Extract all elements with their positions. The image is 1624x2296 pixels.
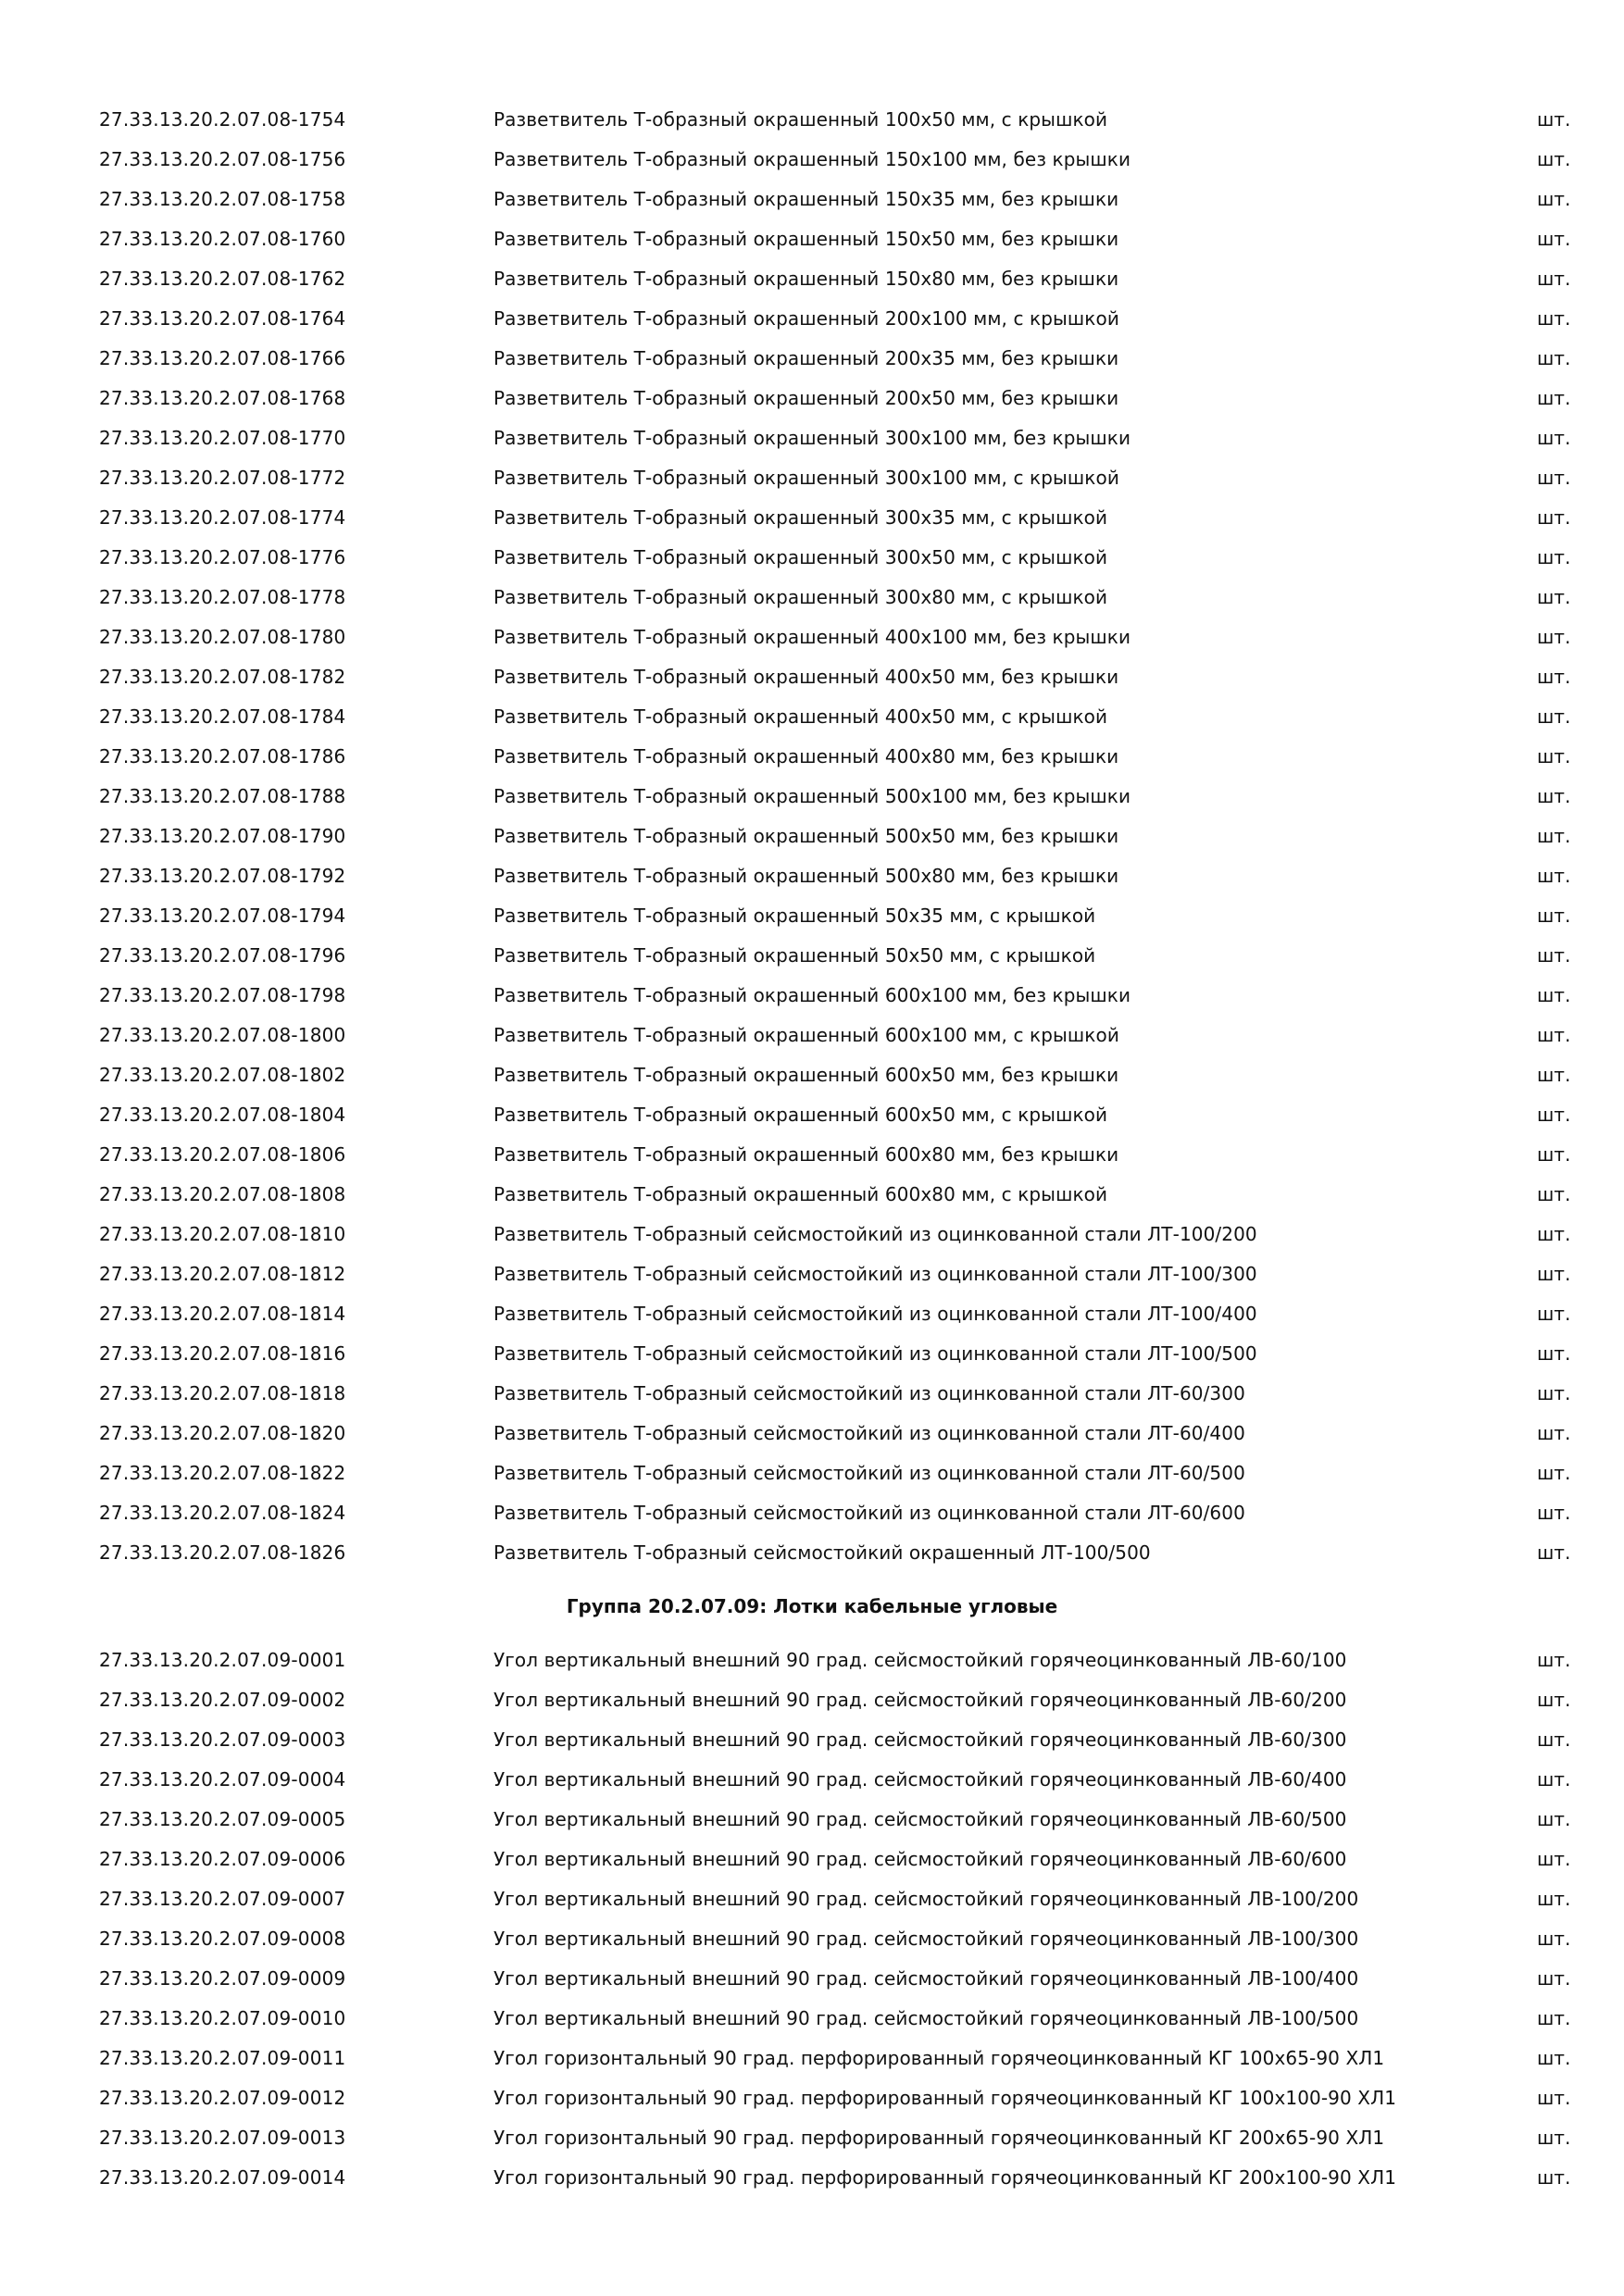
item-unit: шт. bbox=[1537, 666, 1571, 688]
table-row bbox=[0, 657, 1624, 697]
item-unit: шт. bbox=[1537, 1928, 1571, 1950]
table-row bbox=[0, 1215, 1624, 1254]
item-name: Разветвитель Т-образный окрашенный 300х100 мм, без крышки bbox=[493, 427, 1131, 449]
table-row bbox=[0, 856, 1624, 896]
item-code: 27.33.13.20.2.07.08-1778 bbox=[99, 586, 346, 608]
item-name: Разветвитель Т-образный окрашенный 100х50 мм, с крышкой bbox=[493, 108, 1108, 131]
table-row bbox=[0, 100, 1624, 140]
item-unit: шт. bbox=[1537, 2166, 1571, 2189]
item-unit: шт. bbox=[1537, 427, 1571, 449]
item-name: Разветвитель Т-образный сейсмостойкий окрашенный ЛТ-100/500 bbox=[493, 1541, 1151, 1564]
table-row bbox=[0, 1175, 1624, 1215]
item-unit: шт. bbox=[1537, 1541, 1571, 1564]
item-name: Разветвитель Т-образный окрашенный 400х100 мм, без крышки bbox=[493, 626, 1131, 648]
item-name: Угол вертикальный внешний 90 град. сейсмостойкий горячеоцинкованный ЛВ-60/500 bbox=[493, 1808, 1347, 1830]
item-name: Разветвитель Т-образный сейсмостойкий из оцинкованной стали ЛТ-100/200 bbox=[493, 1223, 1257, 1245]
item-code: 27.33.13.20.2.07.09-0008 bbox=[99, 1928, 346, 1950]
item-code: 27.33.13.20.2.07.09-0005 bbox=[99, 1808, 346, 1830]
item-unit: шт. bbox=[1537, 1183, 1571, 1205]
item-name: Разветвитель Т-образный окрашенный 50х35 мм, с крышкой bbox=[493, 905, 1096, 927]
item-unit: шт. bbox=[1537, 745, 1571, 767]
item-name: Разветвитель Т-образный окрашенный 300х80 мм, с крышкой bbox=[493, 586, 1108, 608]
table-row bbox=[0, 299, 1624, 339]
item-code: 27.33.13.20.2.07.09-0002 bbox=[99, 1689, 346, 1711]
item-unit: шт. bbox=[1537, 944, 1571, 967]
item-unit: шт. bbox=[1537, 148, 1571, 170]
item-unit: шт. bbox=[1537, 865, 1571, 887]
table-row bbox=[0, 1680, 1624, 1720]
item-unit: шт. bbox=[1537, 1462, 1571, 1484]
item-code: 27.33.13.20.2.07.08-1802 bbox=[99, 1064, 346, 1086]
item-unit: шт. bbox=[1537, 1024, 1571, 1046]
table-row bbox=[0, 2158, 1624, 2198]
item-code: 27.33.13.20.2.07.09-0012 bbox=[99, 2087, 346, 2109]
item-code: 27.33.13.20.2.07.08-1796 bbox=[99, 944, 346, 967]
item-unit: шт. bbox=[1537, 705, 1571, 728]
item-unit: шт. bbox=[1537, 1104, 1571, 1126]
table-row bbox=[0, 180, 1624, 219]
item-name: Разветвитель Т-образный окрашенный 600х50 мм, без крышки bbox=[493, 1064, 1119, 1086]
item-name: Угол вертикальный внешний 90 град. сейсмостойкий горячеоцинкованный ЛВ-100/300 bbox=[493, 1928, 1359, 1950]
item-code: 27.33.13.20.2.07.08-1758 bbox=[99, 188, 346, 210]
item-unit: шт. bbox=[1537, 1888, 1571, 1910]
item-name: Разветвитель Т-образный сейсмостойкий из оцинкованной стали ЛТ-100/300 bbox=[493, 1263, 1257, 1285]
table-row bbox=[0, 697, 1624, 737]
item-code: 27.33.13.20.2.07.08-1816 bbox=[99, 1342, 346, 1365]
item-name: Разветвитель Т-образный сейсмостойкий из оцинкованной стали ЛТ-60/400 bbox=[493, 1422, 1245, 1444]
item-code: 27.33.13.20.2.07.08-1760 bbox=[99, 228, 346, 250]
item-name: Разветвитель Т-образный окрашенный 400х50 мм, без крышки bbox=[493, 666, 1119, 688]
item-name: Угол вертикальный внешний 90 град. сейсмостойкий горячеоцинкованный ЛВ-100/400 bbox=[493, 1967, 1359, 1990]
item-code: 27.33.13.20.2.07.08-1764 bbox=[99, 307, 346, 330]
item-unit: шт. bbox=[1537, 984, 1571, 1006]
item-unit: шт. bbox=[1537, 108, 1571, 131]
item-code: 27.33.13.20.2.07.08-1770 bbox=[99, 427, 346, 449]
table-row bbox=[0, 1800, 1624, 1840]
table-row bbox=[0, 1016, 1624, 1055]
item-name: Разветвитель Т-образный окрашенный 500х100 мм, без крышки bbox=[493, 785, 1131, 807]
item-name: Угол горизонтальный 90 град. перфорированный горячеоцинкованный КГ 100х100-90 ХЛ1 bbox=[493, 2087, 1397, 2109]
item-unit: шт. bbox=[1537, 188, 1571, 210]
table-row bbox=[0, 1294, 1624, 1334]
item-name: Разветвитель Т-образный окрашенный 600х80 мм, с крышкой bbox=[493, 1183, 1108, 1205]
table-row bbox=[0, 1840, 1624, 1879]
item-name: Разветвитель Т-образный окрашенный 150х80 мм, без крышки bbox=[493, 268, 1119, 290]
item-code: 27.33.13.20.2.07.09-0011 bbox=[99, 2047, 346, 2069]
item-name: Разветвитель Т-образный окрашенный 200х100 мм, с крышкой bbox=[493, 307, 1119, 330]
item-code: 27.33.13.20.2.07.08-1772 bbox=[99, 467, 346, 489]
item-code: 27.33.13.20.2.07.08-1804 bbox=[99, 1104, 346, 1126]
table-row bbox=[0, 1454, 1624, 1493]
item-name: Разветвитель Т-образный окрашенный 200х50 мм, без крышки bbox=[493, 387, 1119, 409]
table-row bbox=[0, 458, 1624, 498]
table-row bbox=[0, 339, 1624, 379]
item-code: 27.33.13.20.2.07.08-1798 bbox=[99, 984, 346, 1006]
item-unit: шт. bbox=[1537, 1342, 1571, 1365]
table-row bbox=[0, 1055, 1624, 1095]
item-name: Угол вертикальный внешний 90 град. сейсмостойкий горячеоцинкованный ЛВ-100/500 bbox=[493, 2007, 1359, 2029]
item-code: 27.33.13.20.2.07.08-1800 bbox=[99, 1024, 346, 1046]
item-name: Разветвитель Т-образный сейсмостойкий из оцинкованной стали ЛТ-60/300 bbox=[493, 1382, 1245, 1404]
item-code: 27.33.13.20.2.07.08-1814 bbox=[99, 1303, 346, 1325]
item-unit: шт. bbox=[1537, 785, 1571, 807]
item-unit: шт. bbox=[1537, 228, 1571, 250]
table-row bbox=[0, 1720, 1624, 1760]
item-unit: шт. bbox=[1537, 626, 1571, 648]
table-row bbox=[0, 498, 1624, 538]
item-name: Разветвитель Т-образный окрашенный 600х100 мм, без крышки bbox=[493, 984, 1131, 1006]
item-unit: шт. bbox=[1537, 2087, 1571, 2109]
table-row bbox=[0, 1760, 1624, 1800]
item-unit: шт. bbox=[1537, 1382, 1571, 1404]
item-unit: шт. bbox=[1537, 1064, 1571, 1086]
item-code: 27.33.13.20.2.07.08-1824 bbox=[99, 1502, 346, 1524]
item-unit: шт. bbox=[1537, 307, 1571, 330]
item-unit: шт. bbox=[1537, 1728, 1571, 1751]
table-row bbox=[0, 1493, 1624, 1533]
item-unit: шт. bbox=[1537, 1263, 1571, 1285]
table-row bbox=[0, 737, 1624, 777]
table-row bbox=[0, 1135, 1624, 1175]
table-row bbox=[0, 1254, 1624, 1294]
table-row bbox=[0, 1095, 1624, 1135]
item-code: 27.33.13.20.2.07.08-1776 bbox=[99, 546, 346, 568]
table-row bbox=[0, 259, 1624, 299]
item-unit: шт. bbox=[1537, 1223, 1571, 1245]
table-row bbox=[0, 140, 1624, 180]
table-row bbox=[0, 1374, 1624, 1414]
item-code: 27.33.13.20.2.07.08-1766 bbox=[99, 347, 346, 369]
item-unit: шт. bbox=[1537, 467, 1571, 489]
item-name: Разветвитель Т-образный окрашенный 500х80 мм, без крышки bbox=[493, 865, 1119, 887]
item-unit: шт. bbox=[1537, 586, 1571, 608]
item-code: 27.33.13.20.2.07.09-0010 bbox=[99, 2007, 346, 2029]
item-unit: шт. bbox=[1537, 2007, 1571, 2029]
item-code: 27.33.13.20.2.07.08-1786 bbox=[99, 745, 346, 767]
item-name: Разветвитель Т-образный сейсмостойкий из оцинкованной стали ЛТ-100/400 bbox=[493, 1303, 1257, 1325]
item-unit: шт. bbox=[1537, 825, 1571, 847]
table-row bbox=[0, 2078, 1624, 2118]
item-unit: шт. bbox=[1537, 1689, 1571, 1711]
item-code: 27.33.13.20.2.07.08-1792 bbox=[99, 865, 346, 887]
table-row bbox=[0, 2118, 1624, 2158]
item-unit: шт. bbox=[1537, 1808, 1571, 1830]
table-row bbox=[0, 418, 1624, 458]
table-row bbox=[0, 1999, 1624, 2039]
item-name: Угол вертикальный внешний 90 град. сейсмостойкий горячеоцинкованный ЛВ-100/200 bbox=[493, 1888, 1359, 1910]
item-code: 27.33.13.20.2.07.09-0013 bbox=[99, 2127, 346, 2149]
item-code: 27.33.13.20.2.07.08-1774 bbox=[99, 506, 346, 529]
item-code: 27.33.13.20.2.07.08-1762 bbox=[99, 268, 346, 290]
item-code: 27.33.13.20.2.07.08-1818 bbox=[99, 1382, 346, 1404]
item-name: Разветвитель Т-образный окрашенный 50х50 мм, с крышкой bbox=[493, 944, 1096, 967]
item-unit: шт. bbox=[1537, 1649, 1571, 1671]
table-row bbox=[0, 1879, 1624, 1919]
item-unit: шт. bbox=[1537, 1143, 1571, 1166]
item-unit: шт. bbox=[1537, 1967, 1571, 1990]
item-code: 27.33.13.20.2.07.09-0014 bbox=[99, 2166, 346, 2189]
item-code: 27.33.13.20.2.07.08-1808 bbox=[99, 1183, 346, 1205]
table-row bbox=[0, 896, 1624, 936]
item-code: 27.33.13.20.2.07.08-1820 bbox=[99, 1422, 346, 1444]
item-unit: шт. bbox=[1537, 1422, 1571, 1444]
table-row bbox=[0, 817, 1624, 856]
item-code: 27.33.13.20.2.07.08-1794 bbox=[99, 905, 346, 927]
item-name: Разветвитель Т-образный окрашенный 600х80 мм, без крышки bbox=[493, 1143, 1119, 1166]
item-unit: шт. bbox=[1537, 1848, 1571, 1870]
table-row bbox=[0, 936, 1624, 976]
group-heading: Группа 20.2.07.09: Лотки кабельные угловые bbox=[566, 1595, 1058, 1617]
item-code: 27.33.13.20.2.07.09-0003 bbox=[99, 1728, 346, 1751]
item-code: 27.33.13.20.2.07.08-1812 bbox=[99, 1263, 346, 1285]
item-unit: шт. bbox=[1537, 506, 1571, 529]
item-code: 27.33.13.20.2.07.09-0004 bbox=[99, 1768, 346, 1791]
item-unit: шт. bbox=[1537, 1303, 1571, 1325]
table-row bbox=[0, 1919, 1624, 1959]
item-unit: шт. bbox=[1537, 1768, 1571, 1791]
item-name: Разветвитель Т-образный окрашенный 300х50 мм, с крышкой bbox=[493, 546, 1108, 568]
item-code: 27.33.13.20.2.07.08-1790 bbox=[99, 825, 346, 847]
item-name: Разветвитель Т-образный окрашенный 200х35 мм, без крышки bbox=[493, 347, 1119, 369]
item-code: 27.33.13.20.2.07.08-1806 bbox=[99, 1143, 346, 1166]
item-name: Угол вертикальный внешний 90 град. сейсмостойкий горячеоцинкованный ЛВ-60/200 bbox=[493, 1689, 1347, 1711]
item-name: Угол горизонтальный 90 град. перфорированный горячеоцинкованный КГ 200х65-90 ХЛ1 bbox=[493, 2127, 1385, 2149]
item-code: 27.33.13.20.2.07.08-1782 bbox=[99, 666, 346, 688]
item-code: 27.33.13.20.2.07.08-1780 bbox=[99, 626, 346, 648]
item-name: Разветвитель Т-образный окрашенный 300х35 мм, с крышкой bbox=[493, 506, 1108, 529]
item-name: Угол вертикальный внешний 90 град. сейсмостойкий горячеоцинкованный ЛВ-60/300 bbox=[493, 1728, 1347, 1751]
table-row bbox=[0, 1641, 1624, 1680]
table-row bbox=[0, 618, 1624, 657]
item-code: 27.33.13.20.2.07.08-1756 bbox=[99, 148, 346, 170]
table-row bbox=[0, 1414, 1624, 1454]
item-code: 27.33.13.20.2.07.09-0006 bbox=[99, 1848, 346, 1870]
item-name: Разветвитель Т-образный сейсмостойкий из оцинкованной стали ЛТ-60/600 bbox=[493, 1502, 1245, 1524]
item-code: 27.33.13.20.2.07.09-0007 bbox=[99, 1888, 346, 1910]
item-name: Угол вертикальный внешний 90 град. сейсмостойкий горячеоцинкованный ЛВ-60/600 bbox=[493, 1848, 1347, 1870]
item-code: 27.33.13.20.2.07.08-1768 bbox=[99, 387, 346, 409]
item-name: Угол вертикальный внешний 90 град. сейсмостойкий горячеоцинкованный ЛВ-60/100 bbox=[493, 1649, 1347, 1671]
item-name: Угол вертикальный внешний 90 град. сейсмостойкий горячеоцинкованный ЛВ-60/400 bbox=[493, 1768, 1347, 1791]
item-name: Разветвитель Т-образный сейсмостойкий из оцинкованной стали ЛТ-60/500 bbox=[493, 1462, 1245, 1484]
item-unit: шт. bbox=[1537, 2127, 1571, 2149]
item-name: Разветвитель Т-образный сейсмостойкий из оцинкованной стали ЛТ-100/500 bbox=[493, 1342, 1257, 1365]
item-unit: шт. bbox=[1537, 347, 1571, 369]
item-name: Разветвитель Т-образный окрашенный 150х100 мм, без крышки bbox=[493, 148, 1131, 170]
item-code: 27.33.13.20.2.07.09-0001 bbox=[99, 1649, 346, 1671]
table-row bbox=[0, 976, 1624, 1016]
item-name: Разветвитель Т-образный окрашенный 600х50 мм, с крышкой bbox=[493, 1104, 1108, 1126]
table-row bbox=[0, 379, 1624, 418]
item-name: Разветвитель Т-образный окрашенный 300х100 мм, с крышкой bbox=[493, 467, 1119, 489]
item-name: Разветвитель Т-образный окрашенный 500х50 мм, без крышки bbox=[493, 825, 1119, 847]
item-unit: шт. bbox=[1537, 1502, 1571, 1524]
item-name: Разветвитель Т-образный окрашенный 150х35 мм, без крышки bbox=[493, 188, 1119, 210]
item-code: 27.33.13.20.2.07.08-1754 bbox=[99, 108, 346, 131]
table-row bbox=[0, 538, 1624, 578]
price-list-section-b bbox=[0, 1641, 1624, 2198]
table-row bbox=[0, 219, 1624, 259]
item-unit: шт. bbox=[1537, 2047, 1571, 2069]
item-unit: шт. bbox=[1537, 387, 1571, 409]
table-row bbox=[0, 1959, 1624, 1999]
table-row bbox=[0, 1533, 1624, 1573]
item-unit: шт. bbox=[1537, 268, 1571, 290]
table-row bbox=[0, 578, 1624, 618]
item-name: Разветвитель Т-образный окрашенный 600х100 мм, с крышкой bbox=[493, 1024, 1119, 1046]
item-unit: шт. bbox=[1537, 905, 1571, 927]
item-code: 27.33.13.20.2.07.08-1784 bbox=[99, 705, 346, 728]
item-code: 27.33.13.20.2.07.08-1788 bbox=[99, 785, 346, 807]
item-name: Разветвитель Т-образный окрашенный 400х80 мм, без крышки bbox=[493, 745, 1119, 767]
item-name: Разветвитель Т-образный окрашенный 150х50 мм, без крышки bbox=[493, 228, 1119, 250]
table-row bbox=[0, 1334, 1624, 1374]
item-code: 27.33.13.20.2.07.08-1826 bbox=[99, 1541, 346, 1564]
item-code: 27.33.13.20.2.07.08-1810 bbox=[99, 1223, 346, 1245]
item-name: Угол горизонтальный 90 град. перфорированный горячеоцинкованный КГ 100х65-90 ХЛ1 bbox=[493, 2047, 1385, 2069]
price-list-section-a bbox=[0, 100, 1624, 1573]
item-name: Угол горизонтальный 90 град. перфорированный горячеоцинкованный КГ 200х100-90 ХЛ1 bbox=[493, 2166, 1397, 2189]
item-code: 27.33.13.20.2.07.08-1822 bbox=[99, 1462, 346, 1484]
item-code: 27.33.13.20.2.07.09-0009 bbox=[99, 1967, 346, 1990]
item-name: Разветвитель Т-образный окрашенный 400х50 мм, с крышкой bbox=[493, 705, 1108, 728]
table-row bbox=[0, 777, 1624, 817]
item-unit: шт. bbox=[1537, 546, 1571, 568]
table-row bbox=[0, 2039, 1624, 2078]
